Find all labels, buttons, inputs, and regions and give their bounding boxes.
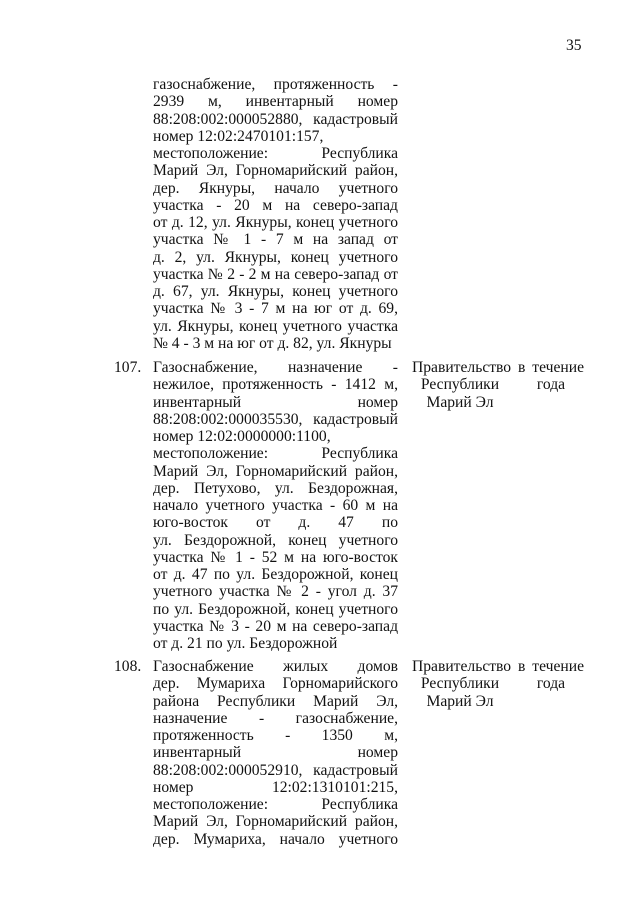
text-line: Газоснабжение, назначение - (153, 359, 398, 376)
responsible-authority (412, 658, 512, 710)
text-line: Марий Эл, Горномарийский район, (153, 813, 398, 831)
text-line: района Республики Марий Эл, (153, 692, 398, 710)
text-line: дер. Петухово, ул. Бездорожная, (153, 479, 398, 497)
deadline (518, 359, 584, 394)
text-line: Марий Эл, Горномарийский район, (153, 462, 398, 480)
text-line: д. 67, ул. Якнуры, конец учетного (153, 283, 398, 300)
entry-number: 107. (114, 359, 142, 376)
text-line: инвентарный номер (153, 393, 398, 411)
text-line: назначение - газоснабжение, (153, 709, 398, 727)
text-line: 88:208:002:000035530, кадастровый (153, 410, 398, 428)
text-line: газоснабжение, протяженность - (153, 76, 398, 93)
text-line: от д. 12, ул. Якнуры, конец учетного (153, 214, 398, 231)
text-line: от д. 21 по ул. Бездорожной (153, 635, 338, 652)
text-line: местоположение: Республика (153, 445, 398, 463)
text-line: года (536, 675, 566, 693)
text-line: ул. Якнуры, конец учетного участка (153, 317, 398, 335)
text-line: местоположение: Республика (153, 145, 398, 162)
page-number: 35 (566, 37, 582, 54)
text-line: Республики (420, 376, 500, 394)
text-line: участка № 1 - 7 м на запад от (153, 231, 398, 249)
deadline (518, 658, 584, 693)
entry-number: 108. (114, 658, 142, 675)
text-line: Правительство (412, 359, 512, 376)
text-line: протяженность - 1350 м, (153, 727, 398, 744)
text-line: номер 12:02:1310101:215, (153, 778, 398, 796)
text-line: Республики (420, 675, 500, 693)
text-line: в течение (518, 658, 584, 675)
entry-description (153, 658, 398, 848)
text-line: юго-восток от д. 47 по (153, 514, 398, 532)
text-line: в течение (518, 359, 584, 376)
text-line: нежилое, протяженность - 1412 м, (153, 376, 398, 394)
text-line: начало учетного участка - 60 м на (153, 497, 398, 514)
text-line: д. 2, ул. Якнуры, конец учетного (153, 248, 398, 266)
text-line: участка № 2 - 2 м на северо-запад от (153, 265, 398, 283)
text-line: участка - 20 м на северо-запад (153, 196, 398, 214)
continuation-description (153, 76, 398, 352)
text-line: № 4 - 3 м на юг от д. 82, ул. Якнуры (153, 334, 392, 352)
text-line: дер. Якнуры, начало учетного (153, 179, 398, 197)
text-line: номер 12:02:2470101:157, (153, 127, 324, 145)
text-line: участка № 3 - 20 м на северо-запад (153, 617, 398, 635)
text-line: Марий Эл (426, 393, 494, 411)
text-line: 88:208:002:000052880, кадастровый (153, 110, 398, 128)
text-line: Марий Эл, Горномарийский район, (153, 162, 398, 180)
text-line: Марий Эл (426, 692, 494, 710)
text-line: по ул. Бездорожной, конец учетного (153, 600, 398, 618)
text-line: 88:208:002:000052910, кадастровый (153, 761, 398, 779)
text-line: ул. Бездорожной, конец учетного (153, 531, 398, 549)
text-line: дер. Мумариха Горномарийского (153, 675, 398, 693)
text-line: дер. Мумариха, начало учетного (153, 830, 398, 848)
text-line: местоположение: Республика (153, 796, 398, 813)
text-line: инвентарный номер (153, 744, 398, 762)
entry-description (153, 359, 398, 652)
text-line: года (536, 376, 566, 394)
text-line: 2939 м, инвентарный номер (153, 93, 398, 111)
text-line: участка № 3 - 7 м на юг от д. 69, (153, 300, 398, 318)
text-line: Правительство (412, 658, 512, 675)
text-line: учетного участка № 2 - угол д. 37 (153, 583, 398, 601)
text-line: номер 12:02:0000000:1100, (153, 428, 331, 445)
text-line: Газоснабжение жилых домов (153, 658, 398, 675)
responsible-authority (412, 359, 512, 411)
text-line: от д. 47 по ул. Бездорожной, конец (153, 566, 398, 583)
text-line: участка № 1 - 52 м на юго-восток (153, 548, 398, 566)
